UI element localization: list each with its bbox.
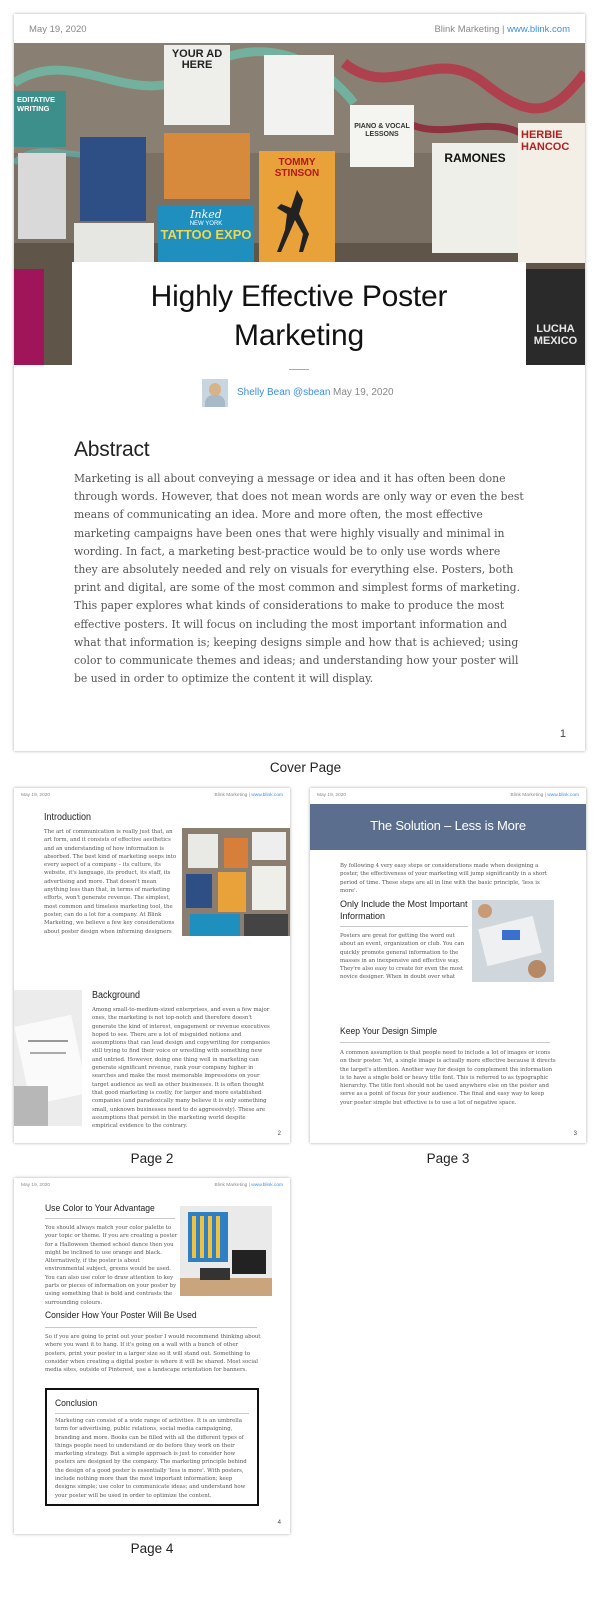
header-date: May 19, 2020	[29, 24, 87, 35]
editative-writing-poster: EDITATIVE WRITING	[14, 91, 66, 147]
herbie-hancock-poster: HERBIE HANCOC	[518, 123, 585, 263]
guitarist-silhouette	[267, 185, 327, 255]
page-4	[14, 1178, 290, 1534]
cover-caption: Cover Page	[269, 760, 342, 775]
header-brand: Blink Marketing | www.blink.com	[214, 1183, 283, 1188]
background-text: Among small-to-medium-sized enterprises, and even a few major ones, the marketing is not top-notch and therefore doesn't generate the kind of interest, engagement or revenue executives hoped to see. There are a lot of misguided notions and assumptions that can lead design and copywriting for companies still trying to find their voice or wrestling with something new and untried. However, doing one thing well in marketing can generate significant revenue, rank your company higher in searches and make the most memorable impressions on your target audience as well as other businesses. It is often thought that good marketing is costly, for larger and more established companies (and paradoxically many believe it is only something small, unknown businesses need to do aggressively). These are assumptions that persist in the marketing world despite empirical evidence to the contrary.	[92, 1007, 270, 1128]
usage-text: So if you are going to print out your poster I would recommend thinking about where you want it to hang. If it's going on a wall with a bunch of other posters, print your poster in a larger size so it will stand out. Something to consider when creating a digital poster is where it will be shared. Most social media sites, outside of Pinterest, use a landscape orientation for banners.	[45, 1334, 261, 1374]
page-number: 4	[277, 1520, 281, 1526]
solution-banner-title: The Solution – Less is More	[370, 818, 526, 833]
brand-url-link[interactable]: www.blink.com	[547, 793, 579, 798]
important-info-text: Posters are great for getting the word out about an event, organization or club. You can quickly promote general information to the masses in an inexpensive and effective way. They're also easy to create for even the most novice designer. When in doubt over what	[340, 933, 465, 981]
brand-url-link[interactable]: www.blink.com	[251, 1183, 283, 1188]
simple-design-heading: Keep Your Design Simple	[340, 1026, 437, 1037]
ramones-poster: RAMONES	[432, 143, 518, 253]
author-date: May 19, 2020	[333, 387, 394, 398]
section-divider	[340, 1042, 550, 1043]
abstract-text: Marketing is all about conveying a message or idea and it has often been done through words. However, that does not mean words are only way or even the best means of communicating an idea. More and more often, the most effective marketing campaigns have been ones that were highly visually and minimal in wording. In fact, a marketing best-practice would be to only use words where they are absolutely needed and rely on visuals for everything else. Posters, both print and digital, are some of the most common and simplest forms of marketing. This paper explores what kinds of considerations to make to produce the most effective posters. It will focus on including the most important information and what that information is; keeping designs simple and how that is achieved; using color to communicate themes and ideas; and understanding how your poster will be used in order to optimize the content it will display.	[74, 472, 524, 686]
cover-page	[14, 14, 585, 751]
author-name-link[interactable]: Shelly Bean	[237, 387, 291, 398]
grey-flyer	[18, 153, 66, 239]
important-info-text-continued	[340, 982, 556, 1014]
page-4-caption: Page 4	[130, 1541, 174, 1556]
page-header	[14, 14, 585, 44]
conclusion-divider	[55, 1413, 249, 1414]
cover-title: Highly Effective Poster Marketing	[150, 280, 448, 352]
author-avatar[interactable]	[202, 379, 228, 407]
author-row	[202, 378, 402, 408]
notice-paper	[264, 55, 334, 135]
simple-design-text: A common assumption is that people need to include a lot of images or icons on their poster. Yet, a single image is actually more effective because it directs the target's attention. Another way for design to complement the information is to have a single bold or heavy title font. This is referred to as typographic hierarchy. The title font should not be used anywhere else on the poster and serve as a point of focus for your audience. The final and easy way to keep your poster simple but effective is to use a lot of negative space.	[340, 1050, 556, 1106]
meeting-photo	[472, 900, 554, 982]
usage-heading: Consider How Your Poster Will Be Used	[45, 1310, 197, 1321]
page-number: 2	[277, 1131, 281, 1137]
abstract-heading: Abstract	[74, 438, 150, 461]
tommy-stinson-poster: TOMMY STINSON	[259, 151, 335, 269]
header-brand: Blink Marketing | www.blink.com	[214, 793, 283, 798]
brand-url-link[interactable]: www.blink.com	[507, 24, 570, 35]
title-divider	[289, 369, 309, 370]
blue-poster	[80, 137, 146, 221]
introduction-poster-image	[182, 828, 290, 936]
author-handle-link[interactable]: @sbean	[293, 387, 331, 398]
piano-poster: PIANO & VOCAL LESSONS	[350, 105, 414, 167]
page-3-caption: Page 3	[426, 1151, 470, 1166]
faces-flyer	[74, 223, 154, 267]
page-number: 3	[573, 1131, 577, 1137]
color-text: You should always match your color palette to your topic or theme. If you are creating a poster for a Halloween themed school dance then you might be inclined to use orange and black. Alternatively, if the poster is about environmental subject, greens would be used. You can also use color to draw attention to key parts or pieces of information on your poster by using something that is bold and contrasts the surrounding colours.	[45, 1225, 178, 1306]
your-ad-here-poster: YOUR AD HERE	[164, 45, 230, 125]
orange-poster	[164, 133, 250, 199]
conclusion-box	[45, 1388, 259, 1506]
conclusion-heading: Conclusion	[55, 1398, 98, 1409]
brand-url-link[interactable]: www.blink.com	[251, 793, 283, 798]
section-divider	[340, 926, 468, 927]
header-date: May 19, 2020	[21, 1183, 51, 1188]
section-divider	[45, 1327, 257, 1328]
magenta-poster	[14, 269, 44, 365]
important-info-heading: Only Include the Most Important Information	[340, 899, 468, 921]
page-2	[14, 788, 290, 1143]
header-date: May 19, 2020	[21, 793, 51, 798]
page-3	[310, 788, 586, 1143]
introduction-text: The art of communication is really just that, an art form, and it consists of effective aesthetics and an understanding of how information is absorbed. The best kind of marketing seeps into every aspect of a company – its culture, its website, it's language, its product, its staff, its advertising and more. That doesn't mean anything less than that, in terms of marketing efforts, won't generate revenue. The simplest, most common and timeless marketing tool, the poster, can do a lot for a company. At Blink Marketing, we believe a few key considerations about poster design when informing designers	[44, 829, 177, 935]
section-divider	[45, 1218, 175, 1219]
background-image	[14, 990, 82, 1126]
conclusion-text: Marketing can consist of a wide range of activities. It is an umbrella term for advertising, public relations, social media campaigning, branding and more. Books can be filled with all the different types of things people need to understand or do before they work on their marketing strategy. But a simple approach is just to consider how posters are designed by the company. The marketing principle behind the design of a good poster is essentially 'less is more'. With posters, include nothing more than the most important information; keep designs simple; use color to communicate ideas; and understand how your poster will be used in order to optimize the content.	[55, 1418, 247, 1499]
page-2-caption: Page 2	[130, 1151, 174, 1166]
tattoo-expo-poster: Inked NEW YORK TATTOO EXPO	[158, 205, 254, 265]
background-heading: Background	[92, 990, 141, 1001]
header-brand: Blink Marketing | www.blink.com	[434, 24, 570, 35]
color-heading: Use Color to Your Advantage	[45, 1203, 155, 1214]
solution-banner	[310, 804, 586, 850]
solution-lead-text: By following 4 very easy steps or considerations made when designing a poster, the effectiveness of your marketing will jump significantly in a short period of time. These steps are all in line with the basic principle, 'less is more'.	[340, 863, 547, 894]
desk-workspace-photo	[180, 1206, 272, 1296]
header-brand: Blink Marketing | www.blink.com	[510, 793, 579, 798]
page-number: 1	[559, 728, 566, 740]
lucha-mexico-poster: LUCHA MEXICO	[526, 269, 585, 365]
introduction-heading: Introduction	[44, 812, 92, 823]
header-date: May 19, 2020	[317, 793, 347, 798]
